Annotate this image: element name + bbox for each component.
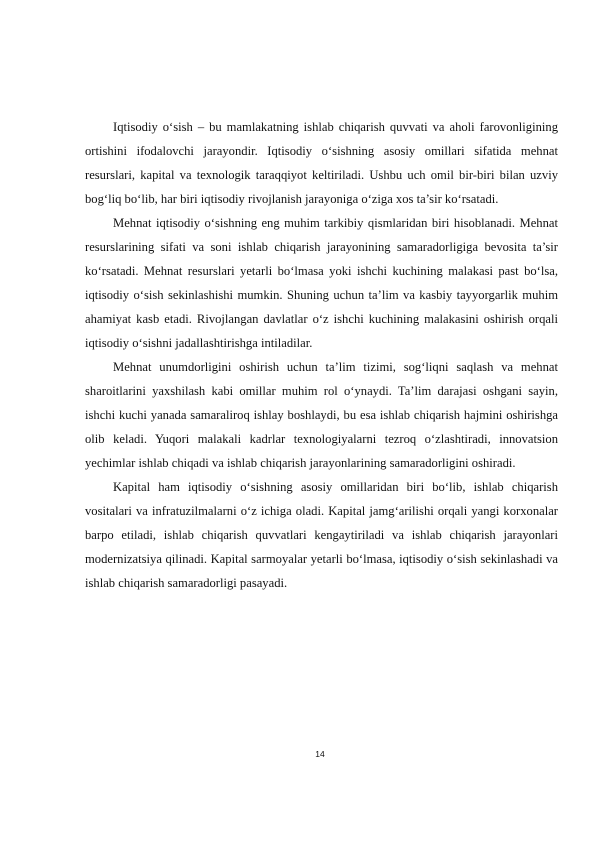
- paragraph-capital: Kapital ham iqtisodiy o‘sishning asosiy omillaridan biri bo‘lib, ishlab chiqarish vositalari va infratuzilmalarni o‘z ichiga oladi. Kapital jamg‘arilishi orqali yangi korxonalar barpo etiladi, ishlab chiqarish quvvatlari kengaytiriladi va ishlab chiqarish jarayonlari modernizatsiya qilinadi. Kapital sarmoyalar yetarli bo‘lmasa, iqtisodiy o‘sish sekinlashadi va ishlab chiqarish samaradorligi pasayadi.: [85, 480, 558, 590]
- paragraph-labor-productivity: Mehnat unumdorligini oshirish uchun ta’lim tizimi, sog‘liqni saqlash va mehnat sharoitlarini yaxshilash kabi omillar muhim rol o‘ynaydi. Ta’lim darajasi oshgani sayin, ishchi kuchi yanada samaraliroq ishlay boshlaydi, bu esa ishlab chiqarish hajmini oshirishga olib keladi. Yuqori malakali kadrlar texnologiyalarni tezroq o‘zlashtiradi, innovatsion yechimlar ishlab chiqadi va ishlab chiqarish jarayonlarining samaradorligini oshiradi.: [85, 360, 558, 470]
- paragraph-economic-growth-intro: Iqtisodiy o‘sish – bu mamlakatning ishlab chiqarish quvvati va aholi farovonligining ortishini ifodalovchi jarayondir. Iqtisodiy o‘sishning asosiy omillari sifatida mehnat resurslari, kapital va texnologik taraqqiyot keltiriladi. Ushbu uch omil bir-biri bilan uzviy bog‘liq bo‘lib, har biri iqtisodiy rivojlanish jarayoniga o‘ziga xos ta’sir ko‘rsatadi.: [85, 120, 558, 206]
- page-body: [85, 115, 558, 595]
- page-number: 14: [315, 749, 325, 759]
- paragraph-labor-resources: Mehnat iqtisodiy o‘sishning eng muhim tarkibiy qismlaridan biri hisoblanadi. Mehnat resurslarining sifati va soni ishlab chiqarish jarayonining samaradorligiga bevosita ta’sir ko‘rsatadi. Mehnat resurslari yetarli bo‘lmasa yoki ishchi kuchining malakasi past bo‘lsa, iqtisodiy o‘sish sekinlashishi mumkin. Shuning uchun ta’lim va kasbiy tayyorgarlik muhim ahamiyat kasb etadi. Rivojlangan davlatlar o‘z ishchi kuchining malakasini oshirish orqali iqtisodiy o‘sishni jadallashtirishga intiladilar.: [85, 216, 558, 350]
